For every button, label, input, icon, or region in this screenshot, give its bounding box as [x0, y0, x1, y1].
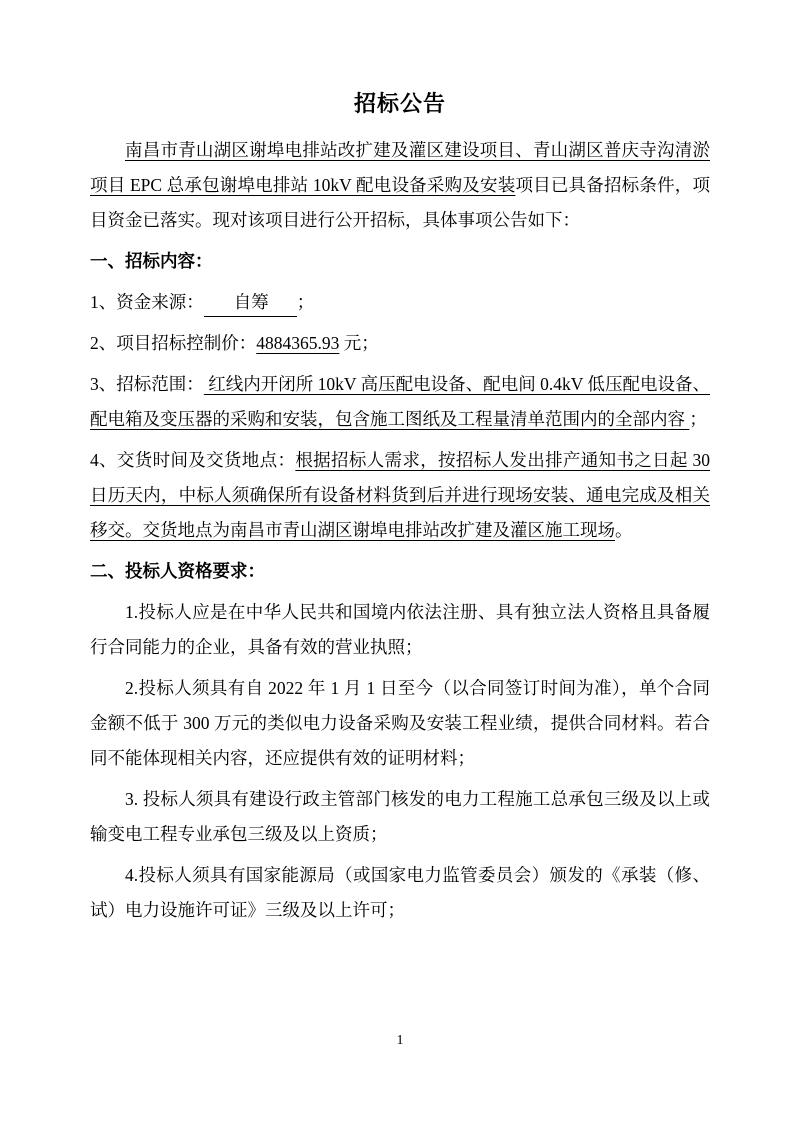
- funding-source-item: [90, 285, 710, 320]
- delivery-label: 4、交货时间及交货地点：: [90, 450, 296, 470]
- intro-underlined-text: 南昌市青山湖区谢埠电排站改扩建及灌区建设项目、青山湖区普庆寺沟清淤项目 EPC 总承包谢埠电排站 10kV 配电设备采购及安装: [90, 140, 710, 195]
- tender-scope-item: [90, 367, 710, 437]
- tender-scope-label: 3、招标范围：: [90, 374, 204, 394]
- page-number: 1: [396, 1033, 404, 1048]
- intro-rest-text: 项目已具备招标条件，项目资金已落实。现对该项目进行公开招标，具体事项公告如下：: [90, 175, 711, 230]
- funding-source-suffix: ；: [296, 292, 315, 312]
- control-price-label: 2、项目招标控制价：: [90, 333, 257, 353]
- tender-scope-suffix: ；: [689, 409, 707, 429]
- delivery-value: 根据招标人需求，按招标人发出排产通知书之日起 30 日历天内，中标人须确保所有设备材料货到后并进行现场安装、通电完成及相关移交。交货地点为南昌市青山湖区谢埠电排站改扩建及灌区施工现场: [90, 450, 711, 540]
- qualification-item-3: 3. 投标人须具有建设行政主管部门核发的电力工程施工总承包三级及以上或输变电工程专业承包三级及以上资质；: [90, 789, 710, 844]
- funding-source-label: 1、资金来源：: [90, 292, 204, 312]
- qualification-item-4: 4.投标人须具有国家能源局（或国家电力监管委员会）颁发的《承装（修、试）电力设施许可证》三级及以上许可；: [90, 865, 710, 920]
- delivery-suffix: 。: [615, 520, 633, 540]
- document-title: 招标公告: [353, 91, 446, 116]
- tender-scope-value: 红线内开闭所 10kV 高压配电设备、配电间 0.4kV 低压配电设备、配电箱及变压器的采购和安装，包含施工图纸及工程量清单范围内的全部内容: [90, 374, 710, 429]
- funding-source-blank: 自筹: [204, 289, 297, 317]
- control-price-item: [90, 326, 710, 361]
- delivery-item: [90, 443, 710, 548]
- control-price-suffix: 元；: [339, 333, 379, 353]
- section2-heading: 二、投标人资格要求：: [90, 561, 265, 581]
- qualification-item-2: 2.投标人须具有自 2022 年 1 月 1 日至今（以合同签订时间为准），单个合同金额不低于 300 万元的类似电力设备采购及安装工程业绩，提供合同材料。若合同不能体现相关内容，还应提供有效的证明材料；: [90, 678, 710, 768]
- control-price-value: 4884365.93: [256, 333, 340, 353]
- intro-paragraph: [90, 133, 710, 238]
- qualification-item-1: 1.投标人应是在中华人民共和国境内依法注册、具有独立法人资格且具备履行合同能力的企业，具备有效的营业执照；: [90, 602, 710, 657]
- section1-heading: 一、招标内容：: [90, 251, 213, 271]
